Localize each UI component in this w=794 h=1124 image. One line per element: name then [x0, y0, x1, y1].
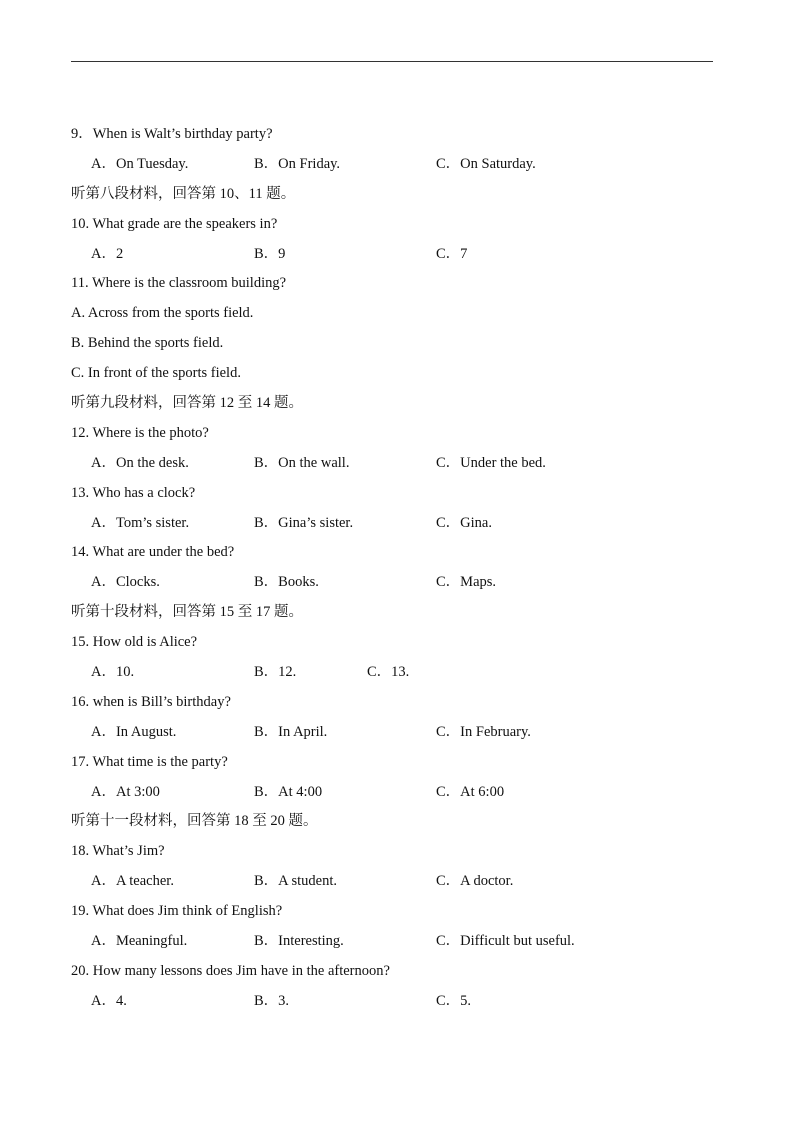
question-text: C. In front of the sports field.	[71, 365, 241, 382]
option-c: C．Under the bed.	[436, 454, 546, 471]
option-b: B．On the wall.	[254, 454, 350, 471]
option-b: B．3.	[254, 992, 290, 1009]
option-a: A．A teacher.	[91, 873, 174, 890]
question-text: 10. What grade are the speakers in?	[71, 215, 278, 232]
answer-options	[71, 244, 731, 274]
question-text: A. Across from the sports field.	[71, 305, 254, 322]
question-text: 9．When is Walt’s birthday party?	[71, 126, 273, 142]
answer-options	[71, 782, 731, 812]
header-rule	[71, 61, 713, 62]
question-text: 18. What’s Jim?	[71, 843, 165, 860]
question-text: 17. What time is the party?	[71, 753, 228, 770]
option-a: A．On Tuesday.	[91, 155, 189, 172]
option-c: C．7	[436, 245, 468, 262]
option-a: A．Clocks.	[91, 574, 160, 591]
exam-content	[71, 124, 731, 1021]
option-b: B．12.	[254, 664, 297, 681]
option-b: B．Books.	[254, 574, 319, 591]
answer-options	[71, 453, 731, 483]
option-b: B．Interesting.	[254, 933, 344, 950]
option-c: C．Difficult but useful.	[436, 933, 575, 950]
option-b: B．Gina’s sister.	[254, 514, 354, 531]
option-c: C．Gina.	[436, 514, 492, 531]
option-c: C．Maps.	[436, 574, 497, 591]
option-c: C．13.	[367, 664, 410, 681]
option-a: A．10.	[91, 664, 135, 681]
option-a: A．Meaningful.	[91, 933, 188, 950]
option-c: C．In February.	[436, 723, 531, 740]
answer-options	[71, 991, 731, 1021]
question-text: 12. Where is the photo?	[71, 424, 209, 441]
question-text: 20. How many lessons does Jim have in the afternoon?	[71, 962, 390, 979]
section-instruction: 听第十段材料，回答第 15 至 17 题。	[71, 604, 303, 621]
option-c: C．A doctor.	[436, 873, 514, 890]
option-c: C．5.	[436, 992, 472, 1009]
section-instruction: 听第八段材料，回答第 10、11 题。	[71, 185, 296, 202]
question-text: 14. What are under the bed?	[71, 544, 235, 561]
answer-options	[71, 931, 731, 961]
question-text: 13. Who has a clock?	[71, 484, 196, 501]
option-a: A．Tom’s sister.	[91, 514, 190, 531]
section-instruction: 听第九段材料，回答第 12 至 14 题。	[71, 395, 303, 412]
option-a: A．On the desk.	[91, 454, 189, 471]
answer-options	[71, 662, 731, 692]
option-b: B．In April.	[254, 723, 328, 740]
option-b: B．A student.	[254, 873, 337, 890]
option-a: A．4.	[91, 992, 127, 1009]
section-instruction: 听第十一段材料，回答第 18 至 20 题。	[71, 813, 318, 830]
option-a: A．In August.	[91, 723, 177, 740]
option-b: B．9	[254, 245, 286, 262]
option-b: B．On Friday.	[254, 155, 341, 172]
answer-options	[71, 154, 731, 184]
answer-options	[71, 871, 731, 901]
option-a: A．2	[91, 245, 124, 262]
answer-options	[71, 513, 731, 543]
question-text: 19. What does Jim think of English?	[71, 903, 283, 920]
question-text: 16. when is Bill’s birthday?	[71, 693, 231, 710]
option-c: C．At 6:00	[436, 783, 505, 800]
answer-options	[71, 572, 731, 602]
option-b: B．At 4:00	[254, 783, 323, 800]
option-a: A．At 3:00	[91, 783, 160, 800]
question-text: 11. Where is the classroom building?	[71, 275, 287, 292]
question-text: 15. How old is Alice?	[71, 634, 198, 651]
answer-options	[71, 722, 731, 752]
option-c: C．On Saturday.	[436, 155, 536, 172]
question-text: B. Behind the sports field.	[71, 335, 224, 352]
